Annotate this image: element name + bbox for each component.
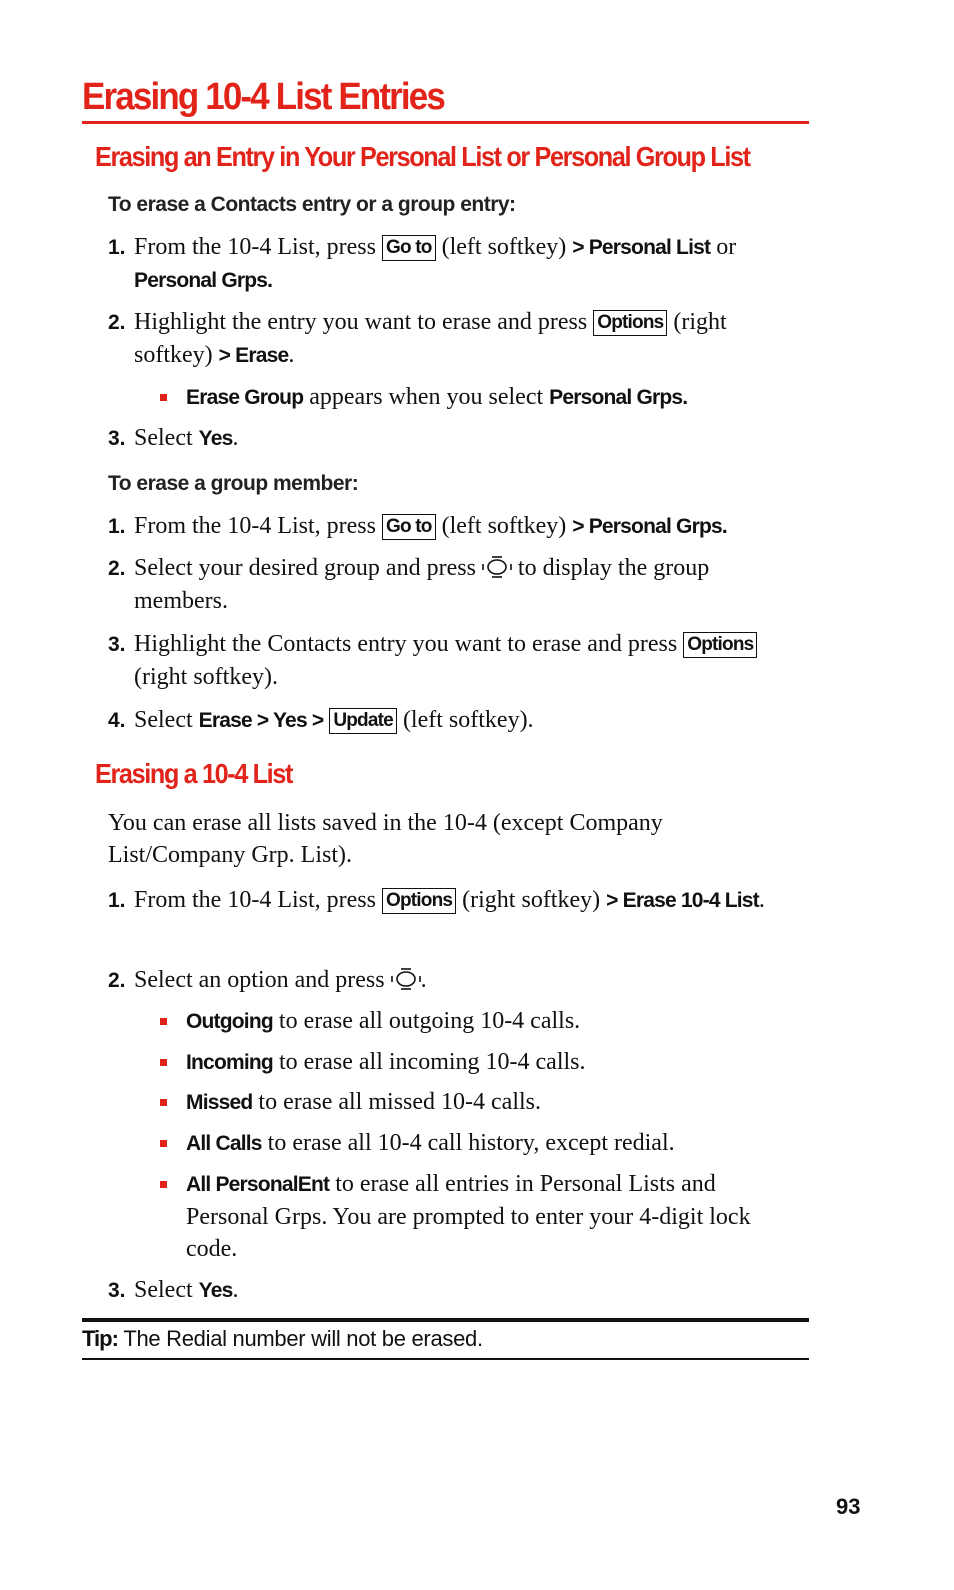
step-item: [108, 510, 808, 543]
bullet-marker: [160, 1140, 167, 1147]
step-number: 2.: [108, 311, 126, 334]
tip-box: [82, 1324, 483, 1354]
bullet-text: All Calls to erase all 10-4 call history, except redial.: [186, 1130, 675, 1156]
subheading-erase-contacts-entry: To erase a Contacts entry or a group entry:: [108, 193, 516, 216]
step-number: 2.: [108, 969, 126, 992]
step-text: From the 10-4 List, press Go to (left softkey) > Personal Grps.: [134, 513, 727, 539]
softkey-go-to: Go to: [382, 514, 436, 540]
step-number: 1.: [108, 889, 126, 912]
bullet-marker: [160, 394, 167, 401]
step-text: Highlight the entry you want to erase and press Options (right softkey) > Erase.: [134, 309, 727, 368]
step-number: 1.: [108, 236, 126, 259]
title-rule: [82, 121, 809, 124]
bullet-item: [160, 381, 780, 414]
bullet-marker: [160, 1018, 167, 1025]
subheading-erase-group-member: To erase a group member:: [108, 472, 359, 495]
tip-bottom-rule: [82, 1358, 809, 1360]
softkey-options: Options: [683, 632, 757, 658]
step-item: [108, 964, 808, 997]
step-number: 1.: [108, 515, 126, 538]
step-text: Select Yes.: [134, 425, 239, 451]
navigation-key-icon: [391, 968, 421, 990]
section-heading-personal-list: Erasing an Entry in Your Personal List or Personal Group List: [95, 141, 750, 172]
softkey-go-to: Go to: [382, 235, 436, 261]
bullet-item: [160, 1046, 780, 1079]
step-item: [108, 306, 808, 372]
step-item: [108, 422, 808, 455]
step-number: 4.: [108, 709, 126, 732]
step-item: [108, 884, 808, 917]
bullet-text: Missed to erase all missed 10-4 calls.: [186, 1089, 541, 1115]
page-number: 93: [836, 1494, 861, 1519]
bullet-marker: [160, 1059, 167, 1066]
bullet-item: [160, 1127, 780, 1160]
bullet-item: [160, 1005, 780, 1038]
step-text: Select Yes.: [134, 1277, 239, 1303]
step-text: From the 10-4 List, press Go to (left softkey) > Personal List or Personal Grps.: [134, 234, 737, 292]
bullet-item: [160, 1086, 780, 1119]
step-number: 3.: [108, 1279, 126, 1302]
step-text: Select an option and press .: [134, 967, 427, 993]
bullet-marker: [160, 1099, 167, 1106]
softkey-options: Options: [593, 310, 667, 336]
step-text: Select your desired group and press to display the group members.: [134, 555, 710, 614]
step-item: [108, 704, 808, 737]
tip-label: Tip:: [82, 1326, 118, 1351]
section-intro: You can erase all lists saved in the 10-4 (except Company List/Company Grp. List).: [108, 810, 663, 868]
bullet-text: Incoming to erase all incoming 10-4 calls.: [186, 1049, 586, 1075]
softkey-update: Update: [329, 708, 397, 734]
bullet-text: Erase Group appears when you select Personal Grps.: [186, 384, 688, 410]
page-title: Erasing 10-4 List Entries: [82, 76, 445, 118]
step-text: Select Erase > Yes > Update (left softkey).: [134, 707, 534, 733]
step-text: From the 10-4 List, press Options (right softkey) > Erase 10-4 List.: [134, 887, 765, 913]
softkey-options: Options: [382, 888, 456, 914]
step-number: 3.: [108, 633, 126, 656]
tip-text: The Redial number will not be erased.: [117, 1326, 483, 1351]
step-item: [108, 1274, 808, 1307]
bullet-marker: [160, 1181, 167, 1188]
step-text: Highlight the Contacts entry you want to erase and press Options (right softkey).: [134, 628, 808, 694]
step-number: 3.: [108, 427, 126, 450]
section-heading-erase-list: Erasing a 10-4 List: [95, 758, 293, 789]
tip-top-rule: [82, 1318, 809, 1322]
step-item: [108, 628, 808, 694]
bullet-item: [160, 1168, 780, 1265]
navigation-key-icon: [482, 556, 512, 578]
bullet-text: All PersonalEnt to erase all entries in Personal Lists and Personal Grps. You are prompted to enter your 4-digit lock code.: [186, 1171, 751, 1262]
step-item: [108, 231, 808, 297]
step-item: [108, 552, 808, 618]
step-number: 2.: [108, 557, 126, 580]
bullet-text: Outgoing to erase all outgoing 10-4 calls.: [186, 1008, 581, 1034]
